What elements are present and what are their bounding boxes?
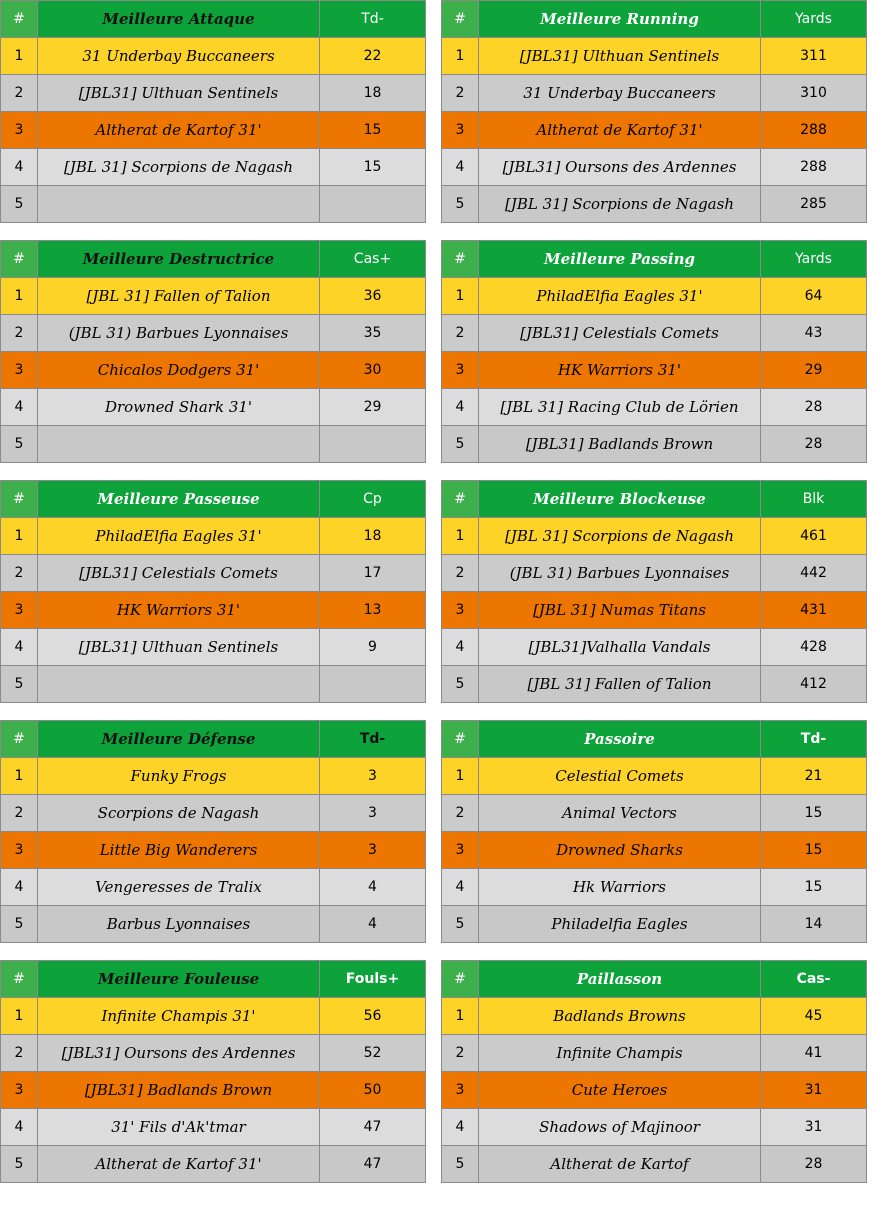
table-row — [442, 352, 867, 389]
rank-cell: 1 — [442, 518, 479, 555]
rank-cell: 3 — [1, 832, 38, 869]
table-row — [442, 1072, 867, 1109]
team-cell: 31' Fils d'Ak'tmar — [38, 1109, 320, 1146]
rank-cell: 2 — [1, 555, 38, 592]
table-row — [442, 518, 867, 555]
team-cell: Altherat de Kartof 31' — [479, 112, 761, 149]
table-row — [1, 592, 426, 629]
rank-cell: 3 — [442, 832, 479, 869]
value-cell: 47 — [320, 1109, 426, 1146]
rank-cell: 1 — [442, 758, 479, 795]
team-cell: [JBL31] Ulthuan Sentinels — [38, 75, 320, 112]
table-title: Meilleure Passeuse — [38, 481, 320, 518]
team-cell: Cute Heroes — [479, 1072, 761, 1109]
value-cell: 15 — [761, 795, 867, 832]
team-cell: Drowned Sharks — [479, 832, 761, 869]
table-row — [1, 315, 426, 352]
stat-header: Cp — [320, 481, 426, 518]
stat-header: Blk — [761, 481, 867, 518]
stat-header: Td- — [320, 721, 426, 758]
table-row — [1, 186, 426, 223]
value-cell: 21 — [761, 758, 867, 795]
rank-cell: 2 — [442, 75, 479, 112]
team-cell: [JBL 31] Fallen of Talion — [38, 278, 320, 315]
rank-cell: 5 — [442, 666, 479, 703]
table-row — [442, 186, 867, 223]
rank-cell: 2 — [1, 795, 38, 832]
table-title: Meilleure Blockeuse — [479, 481, 761, 518]
team-cell: [JBL31] Badlands Brown — [38, 1072, 320, 1109]
table-row — [442, 832, 867, 869]
value-cell: 15 — [320, 112, 426, 149]
rank-cell: 4 — [442, 389, 479, 426]
value-cell: 28 — [761, 426, 867, 463]
rank-cell: 2 — [1, 75, 38, 112]
value-cell: 15 — [320, 149, 426, 186]
value-cell: 41 — [761, 1035, 867, 1072]
value-cell: 4 — [320, 869, 426, 906]
stat-header: Cas+ — [320, 241, 426, 278]
value-cell: 3 — [320, 795, 426, 832]
rank-cell: 1 — [1, 38, 38, 75]
rank-cell: 5 — [442, 906, 479, 943]
value-cell: 52 — [320, 1035, 426, 1072]
value-cell: 412 — [761, 666, 867, 703]
team-cell: [JBL31] Celestials Comets — [38, 555, 320, 592]
value-cell: 29 — [761, 352, 867, 389]
table-row — [1, 832, 426, 869]
table-title: Passoire — [479, 721, 761, 758]
value-cell: 15 — [761, 832, 867, 869]
rank-cell: 1 — [1, 998, 38, 1035]
table-title: Meilleure Défense — [38, 721, 320, 758]
table-row — [1, 629, 426, 666]
rank-cell: 1 — [1, 278, 38, 315]
value-cell: 22 — [320, 38, 426, 75]
rank-header: # — [1, 721, 38, 758]
team-cell: [JBL 31] Scorpions de Nagash — [479, 518, 761, 555]
value-cell: 288 — [761, 149, 867, 186]
team-cell: [JBL31] Oursons des Ardennes — [38, 1035, 320, 1072]
table-row — [1, 1146, 426, 1183]
value-cell: 18 — [320, 75, 426, 112]
table-row — [1, 112, 426, 149]
rank-cell: 5 — [442, 1146, 479, 1183]
rank-cell: 3 — [442, 592, 479, 629]
value-cell: 31 — [761, 1072, 867, 1109]
rank-cell: 4 — [442, 869, 479, 906]
table-title: Paillasson — [479, 961, 761, 998]
table-row — [442, 75, 867, 112]
table-row — [1, 555, 426, 592]
table-title: Meilleure Destructrice — [38, 241, 320, 278]
value-cell — [320, 186, 426, 223]
rank-header: # — [442, 961, 479, 998]
team-cell: 31 Underbay Buccaneers — [38, 38, 320, 75]
team-cell: Barbus Lyonnaises — [38, 906, 320, 943]
rank-cell: 4 — [442, 629, 479, 666]
rank-cell: 3 — [442, 1072, 479, 1109]
table-row — [442, 906, 867, 943]
rank-cell: 3 — [442, 352, 479, 389]
rank-cell: 5 — [442, 186, 479, 223]
table-header — [1, 241, 426, 278]
rank-header: # — [442, 1, 479, 38]
table-header — [1, 721, 426, 758]
table-row — [442, 1146, 867, 1183]
rank-cell: 2 — [442, 795, 479, 832]
rank-cell: 5 — [1, 186, 38, 223]
team-cell: Little Big Wanderers — [38, 832, 320, 869]
value-cell: 431 — [761, 592, 867, 629]
team-cell: [JBL31] Badlands Brown — [479, 426, 761, 463]
table-row — [442, 555, 867, 592]
table-header — [442, 241, 867, 278]
value-cell: 311 — [761, 38, 867, 75]
rank-cell: 2 — [442, 1035, 479, 1072]
table-row — [442, 426, 867, 463]
team-cell: Funky Frogs — [38, 758, 320, 795]
team-cell: Animal Vectors — [479, 795, 761, 832]
team-cell: [JBL31]Valhalla Vandals — [479, 629, 761, 666]
team-cell: Philadelfia Eagles — [479, 906, 761, 943]
rank-cell: 1 — [1, 518, 38, 555]
team-cell: [JBL31] Ulthuan Sentinels — [38, 629, 320, 666]
team-cell: Celestial Comets — [479, 758, 761, 795]
team-cell: Altherat de Kartof 31' — [38, 112, 320, 149]
team-cell: Vengeresses de Tralix — [38, 869, 320, 906]
table-row — [442, 795, 867, 832]
table-row — [1, 795, 426, 832]
value-cell: 45 — [761, 998, 867, 1035]
stat-header: Cas- — [761, 961, 867, 998]
rank-cell: 5 — [1, 1146, 38, 1183]
table-row — [442, 1035, 867, 1072]
value-cell: 428 — [761, 629, 867, 666]
table-meilleure-attaque — [0, 0, 426, 223]
table-row — [1, 758, 426, 795]
value-cell: 28 — [761, 1146, 867, 1183]
team-cell: PhiladElfia Eagles 31' — [479, 278, 761, 315]
team-cell: [JBL31] Celestials Comets — [479, 315, 761, 352]
table-meilleure-passing — [441, 240, 867, 463]
table-title: Meilleure Passing — [479, 241, 761, 278]
rank-cell: 2 — [442, 315, 479, 352]
value-cell: 3 — [320, 832, 426, 869]
team-cell — [38, 426, 320, 463]
team-cell: [JBL 31] Scorpions de Nagash — [479, 186, 761, 223]
rank-cell: 5 — [442, 426, 479, 463]
value-cell: 461 — [761, 518, 867, 555]
value-cell: 18 — [320, 518, 426, 555]
value-cell: 442 — [761, 555, 867, 592]
table-row — [1, 518, 426, 555]
rank-cell: 5 — [1, 666, 38, 703]
table-row — [1, 998, 426, 1035]
rank-cell: 3 — [1, 112, 38, 149]
value-cell: 43 — [761, 315, 867, 352]
value-cell: 31 — [761, 1109, 867, 1146]
table-header — [442, 721, 867, 758]
rank-cell: 4 — [442, 149, 479, 186]
rank-cell: 4 — [1, 869, 38, 906]
team-cell: Infinite Champis 31' — [38, 998, 320, 1035]
value-cell: 9 — [320, 629, 426, 666]
stat-header: Td- — [761, 721, 867, 758]
team-cell: Altherat de Kartof 31' — [38, 1146, 320, 1183]
rank-header: # — [442, 721, 479, 758]
table-header — [1, 481, 426, 518]
value-cell: 285 — [761, 186, 867, 223]
team-cell: Chicalos Dodgers 31' — [38, 352, 320, 389]
rank-cell: 5 — [1, 906, 38, 943]
rank-cell: 3 — [1, 352, 38, 389]
table-row — [442, 389, 867, 426]
table-meilleure-blockeuse — [441, 480, 867, 703]
table-paillasson — [441, 960, 867, 1183]
table-row — [442, 998, 867, 1035]
value-cell: 288 — [761, 112, 867, 149]
rank-cell: 4 — [1, 149, 38, 186]
table-row — [442, 666, 867, 703]
table-row — [442, 592, 867, 629]
table-header — [442, 961, 867, 998]
table-header — [442, 481, 867, 518]
table-passoire — [441, 720, 867, 943]
table-header — [1, 1, 426, 38]
table-meilleure-passeuse — [0, 480, 426, 703]
team-cell: Drowned Shark 31' — [38, 389, 320, 426]
table-row — [1, 278, 426, 315]
rank-cell: 1 — [442, 278, 479, 315]
table-row — [442, 629, 867, 666]
rank-cell: 3 — [442, 112, 479, 149]
table-title: Meilleure Running — [479, 1, 761, 38]
rank-cell: 3 — [1, 592, 38, 629]
team-cell: 31 Underbay Buccaneers — [479, 75, 761, 112]
rank-header: # — [1, 481, 38, 518]
team-cell: HK Warriors 31' — [479, 352, 761, 389]
rank-cell: 1 — [1, 758, 38, 795]
rank-cell: 1 — [442, 38, 479, 75]
table-row — [1, 352, 426, 389]
team-cell: Scorpions de Nagash — [38, 795, 320, 832]
stat-header: Fouls+ — [320, 961, 426, 998]
value-cell: 14 — [761, 906, 867, 943]
value-cell: 4 — [320, 906, 426, 943]
rank-cell: 4 — [442, 1109, 479, 1146]
rank-header: # — [442, 481, 479, 518]
team-cell — [38, 666, 320, 703]
table-row — [1, 38, 426, 75]
table-row — [442, 315, 867, 352]
value-cell: 15 — [761, 869, 867, 906]
table-row — [442, 112, 867, 149]
table-row — [442, 758, 867, 795]
rank-cell: 5 — [1, 426, 38, 463]
rank-header: # — [1, 961, 38, 998]
table-row — [442, 149, 867, 186]
table-meilleure-destructrice — [0, 240, 426, 463]
rank-cell: 2 — [1, 1035, 38, 1072]
table-row — [442, 38, 867, 75]
rank-header: # — [442, 241, 479, 278]
team-cell: [JBL 31] Numas Titans — [479, 592, 761, 629]
table-row — [442, 278, 867, 315]
value-cell: 30 — [320, 352, 426, 389]
value-cell — [320, 426, 426, 463]
team-cell: [JBL31] Ulthuan Sentinels — [479, 38, 761, 75]
team-cell — [38, 186, 320, 223]
team-cell: [JBL31] Oursons des Ardennes — [479, 149, 761, 186]
table-meilleure-fouleuse — [0, 960, 426, 1183]
table-header — [1, 961, 426, 998]
team-cell: PhiladElfia Eagles 31' — [38, 518, 320, 555]
value-cell: 29 — [320, 389, 426, 426]
table-row — [1, 666, 426, 703]
table-title: Meilleure Fouleuse — [38, 961, 320, 998]
value-cell: 50 — [320, 1072, 426, 1109]
team-cell: Hk Warriors — [479, 869, 761, 906]
stat-header: Yards — [761, 1, 867, 38]
table-header — [442, 1, 867, 38]
rank-header: # — [1, 1, 38, 38]
value-cell — [320, 666, 426, 703]
team-cell: (JBL 31) Barbues Lyonnaises — [38, 315, 320, 352]
table-title: Meilleure Attaque — [38, 1, 320, 38]
stat-header: Td- — [320, 1, 426, 38]
table-row — [1, 906, 426, 943]
value-cell: 17 — [320, 555, 426, 592]
rank-cell: 2 — [1, 315, 38, 352]
team-cell: [JBL 31] Racing Club de Lörien — [479, 389, 761, 426]
table-row — [1, 426, 426, 463]
table-row — [1, 1035, 426, 1072]
value-cell: 36 — [320, 278, 426, 315]
value-cell: 56 — [320, 998, 426, 1035]
rank-cell: 4 — [1, 629, 38, 666]
rank-cell: 4 — [1, 389, 38, 426]
table-row — [1, 1109, 426, 1146]
team-cell: [JBL 31] Fallen of Talion — [479, 666, 761, 703]
table-row — [1, 149, 426, 186]
team-cell: [JBL 31] Scorpions de Nagash — [38, 149, 320, 186]
value-cell: 310 — [761, 75, 867, 112]
rank-cell: 4 — [1, 1109, 38, 1146]
value-cell: 64 — [761, 278, 867, 315]
team-cell: Badlands Browns — [479, 998, 761, 1035]
value-cell: 3 — [320, 758, 426, 795]
team-cell: Shadows of Majinoor — [479, 1109, 761, 1146]
table-row — [442, 869, 867, 906]
value-cell: 13 — [320, 592, 426, 629]
stat-header: Yards — [761, 241, 867, 278]
rank-cell: 3 — [1, 1072, 38, 1109]
table-row — [1, 869, 426, 906]
value-cell: 35 — [320, 315, 426, 352]
team-cell: (JBL 31) Barbues Lyonnaises — [479, 555, 761, 592]
table-meilleure-running — [441, 0, 867, 223]
value-cell: 47 — [320, 1146, 426, 1183]
table-row — [1, 1072, 426, 1109]
rank-header: # — [1, 241, 38, 278]
table-row — [1, 389, 426, 426]
table-meilleure-defense — [0, 720, 426, 943]
rank-cell: 2 — [442, 555, 479, 592]
table-row — [442, 1109, 867, 1146]
rank-cell: 1 — [442, 998, 479, 1035]
team-cell: Infinite Champis — [479, 1035, 761, 1072]
value-cell: 28 — [761, 389, 867, 426]
team-cell: Altherat de Kartof — [479, 1146, 761, 1183]
table-row — [1, 75, 426, 112]
team-cell: HK Warriors 31' — [38, 592, 320, 629]
